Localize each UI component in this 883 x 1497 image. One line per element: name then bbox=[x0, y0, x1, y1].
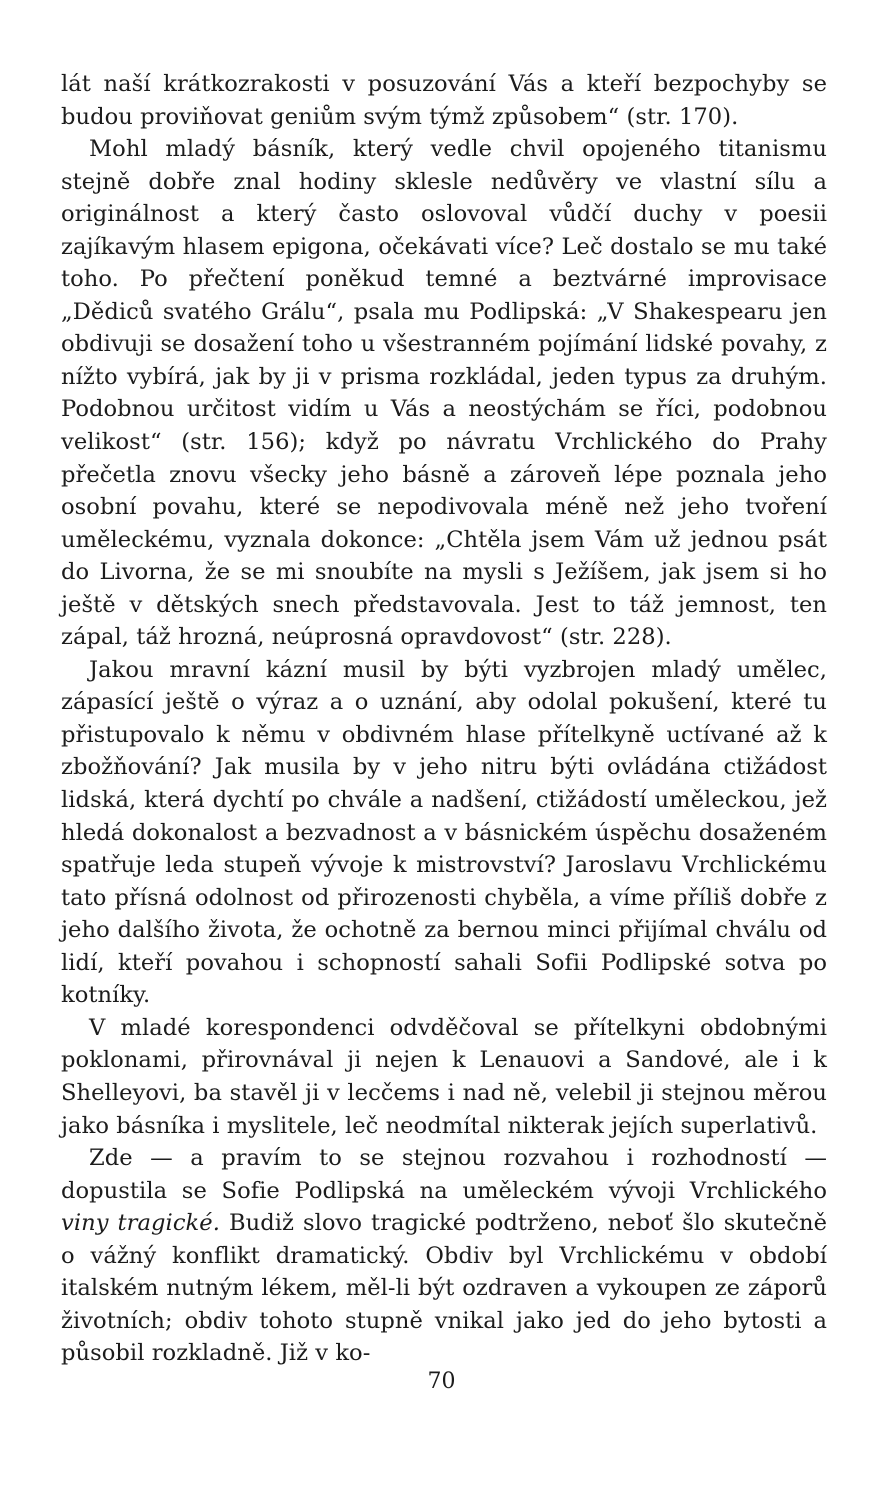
paragraph-4: V mladé korespondenci odvděčoval se přítelkyni obdobnými poklonami, přirovnával ji nejen k Lenauovi a Sandové, ale i k Shelleyovi, ba stavěl ji v lecčems i nad ně, velebil ji stejnou měrou jako básníka i myslitele, leč neodmítal nikterak jejích superlativů. bbox=[61, 1014, 827, 1139]
paragraph-5-end: Budiž slovo tragické podtrženo, neboť šlo skutečně o vážný konflikt dramatický. Obdiv byl Vrchlickému v období italském nutným lékem, měl-li být ozdraven a vykoupen ze záporů životních; obdiv tohoto stupně vnikal jako jed do jeho bytosti a působil rozkladně. Již v ko- bbox=[61, 1210, 827, 1367]
page-number: 70 bbox=[427, 1369, 456, 1394]
paragraph-5-start: Zde — a pravím to se stejnou rozvahou i rozhodností — dopustila se Sofie Podlipská na uměleckém vývoji Vrchlického bbox=[61, 1145, 827, 1204]
paragraph-3: Jakou mravní kázní musil by býti vyzbrojen mladý umělec, zápasící ještě o výraz a o uznání, aby odolal pokušení, které tu přistupovalo k němu v obdivném hlase přítelkyně uctívané až k zbožňování? Jak musila by v jeho nitru býti ovládána ctižádost lidská, která dychtí po chvále a nadšení, ctižádostí uměleckou, jež hledá dokonalost a bezvadnost a v básnickém úspěchu dosaženém spatřuje leda stupeň vývoje k mistrovství? Jaroslavu Vrchlickému tato přísná odolnost od přirozenosti chyběla, a víme příliš dobře z jeho dalšího života, že ochotně za bernou minci přijímal chválu od lidí, kteří povahou i schopností sahali Sofii Podlipské sotva po kotníky. bbox=[61, 656, 827, 1009]
paragraph-2: Mohl mladý básník, který vedle chvil opojeného titanismu stejně dobře znal hodiny sklesle nedůvěry ve vlastní sílu a originálnost a který často oslovoval vůdčí duchy v poesii zajíkavým hlasem epigona, očekávati více? Leč dostalo se mu také toho. Po přečtení poněkud temné a beztvárné improvisace „Dědiců svatého Grálu“, psala mu Podlipská: „V Shakespearu jen obdivuji se dosažení toho u všestranném pojímání lidské povahy, z nížto vybírá, jak by ji v prisma rozkládal, jeden typus za druhým. Podobnou určitost vidím u Vás a neostýchám se říci, podobnou velikost“ (str. 156); když po návratu Vrchlického do Prahy přečetla znovu všecky jeho básně a zároveň lépe poznala jeho osobní povahu, které se nepodivovala méně než jeho tvoření uměleckému, vyznala dokonce: „Chtěla jsem Vám už jednou psát do Livorna, že se mi snoubíte na mysli s Ježíšem, jak jsem si ho ještě v dětských snech představovala. Jest to táž jemnost, ten zápal, táž hrozná, neúprosná opravdovost“ (str. 228). bbox=[61, 136, 827, 651]
paragraph-5-emphasis: viny tragické. bbox=[61, 1210, 220, 1237]
paragraph-1: lát naší krátkozrakosti v posuzování Vás a kteří bezpochyby se budou proviňovat geniům svým týmž způsobem“ (str. 170). bbox=[61, 71, 827, 130]
paragraph-5 bbox=[61, 1142, 827, 1370]
page-body bbox=[61, 68, 827, 1370]
